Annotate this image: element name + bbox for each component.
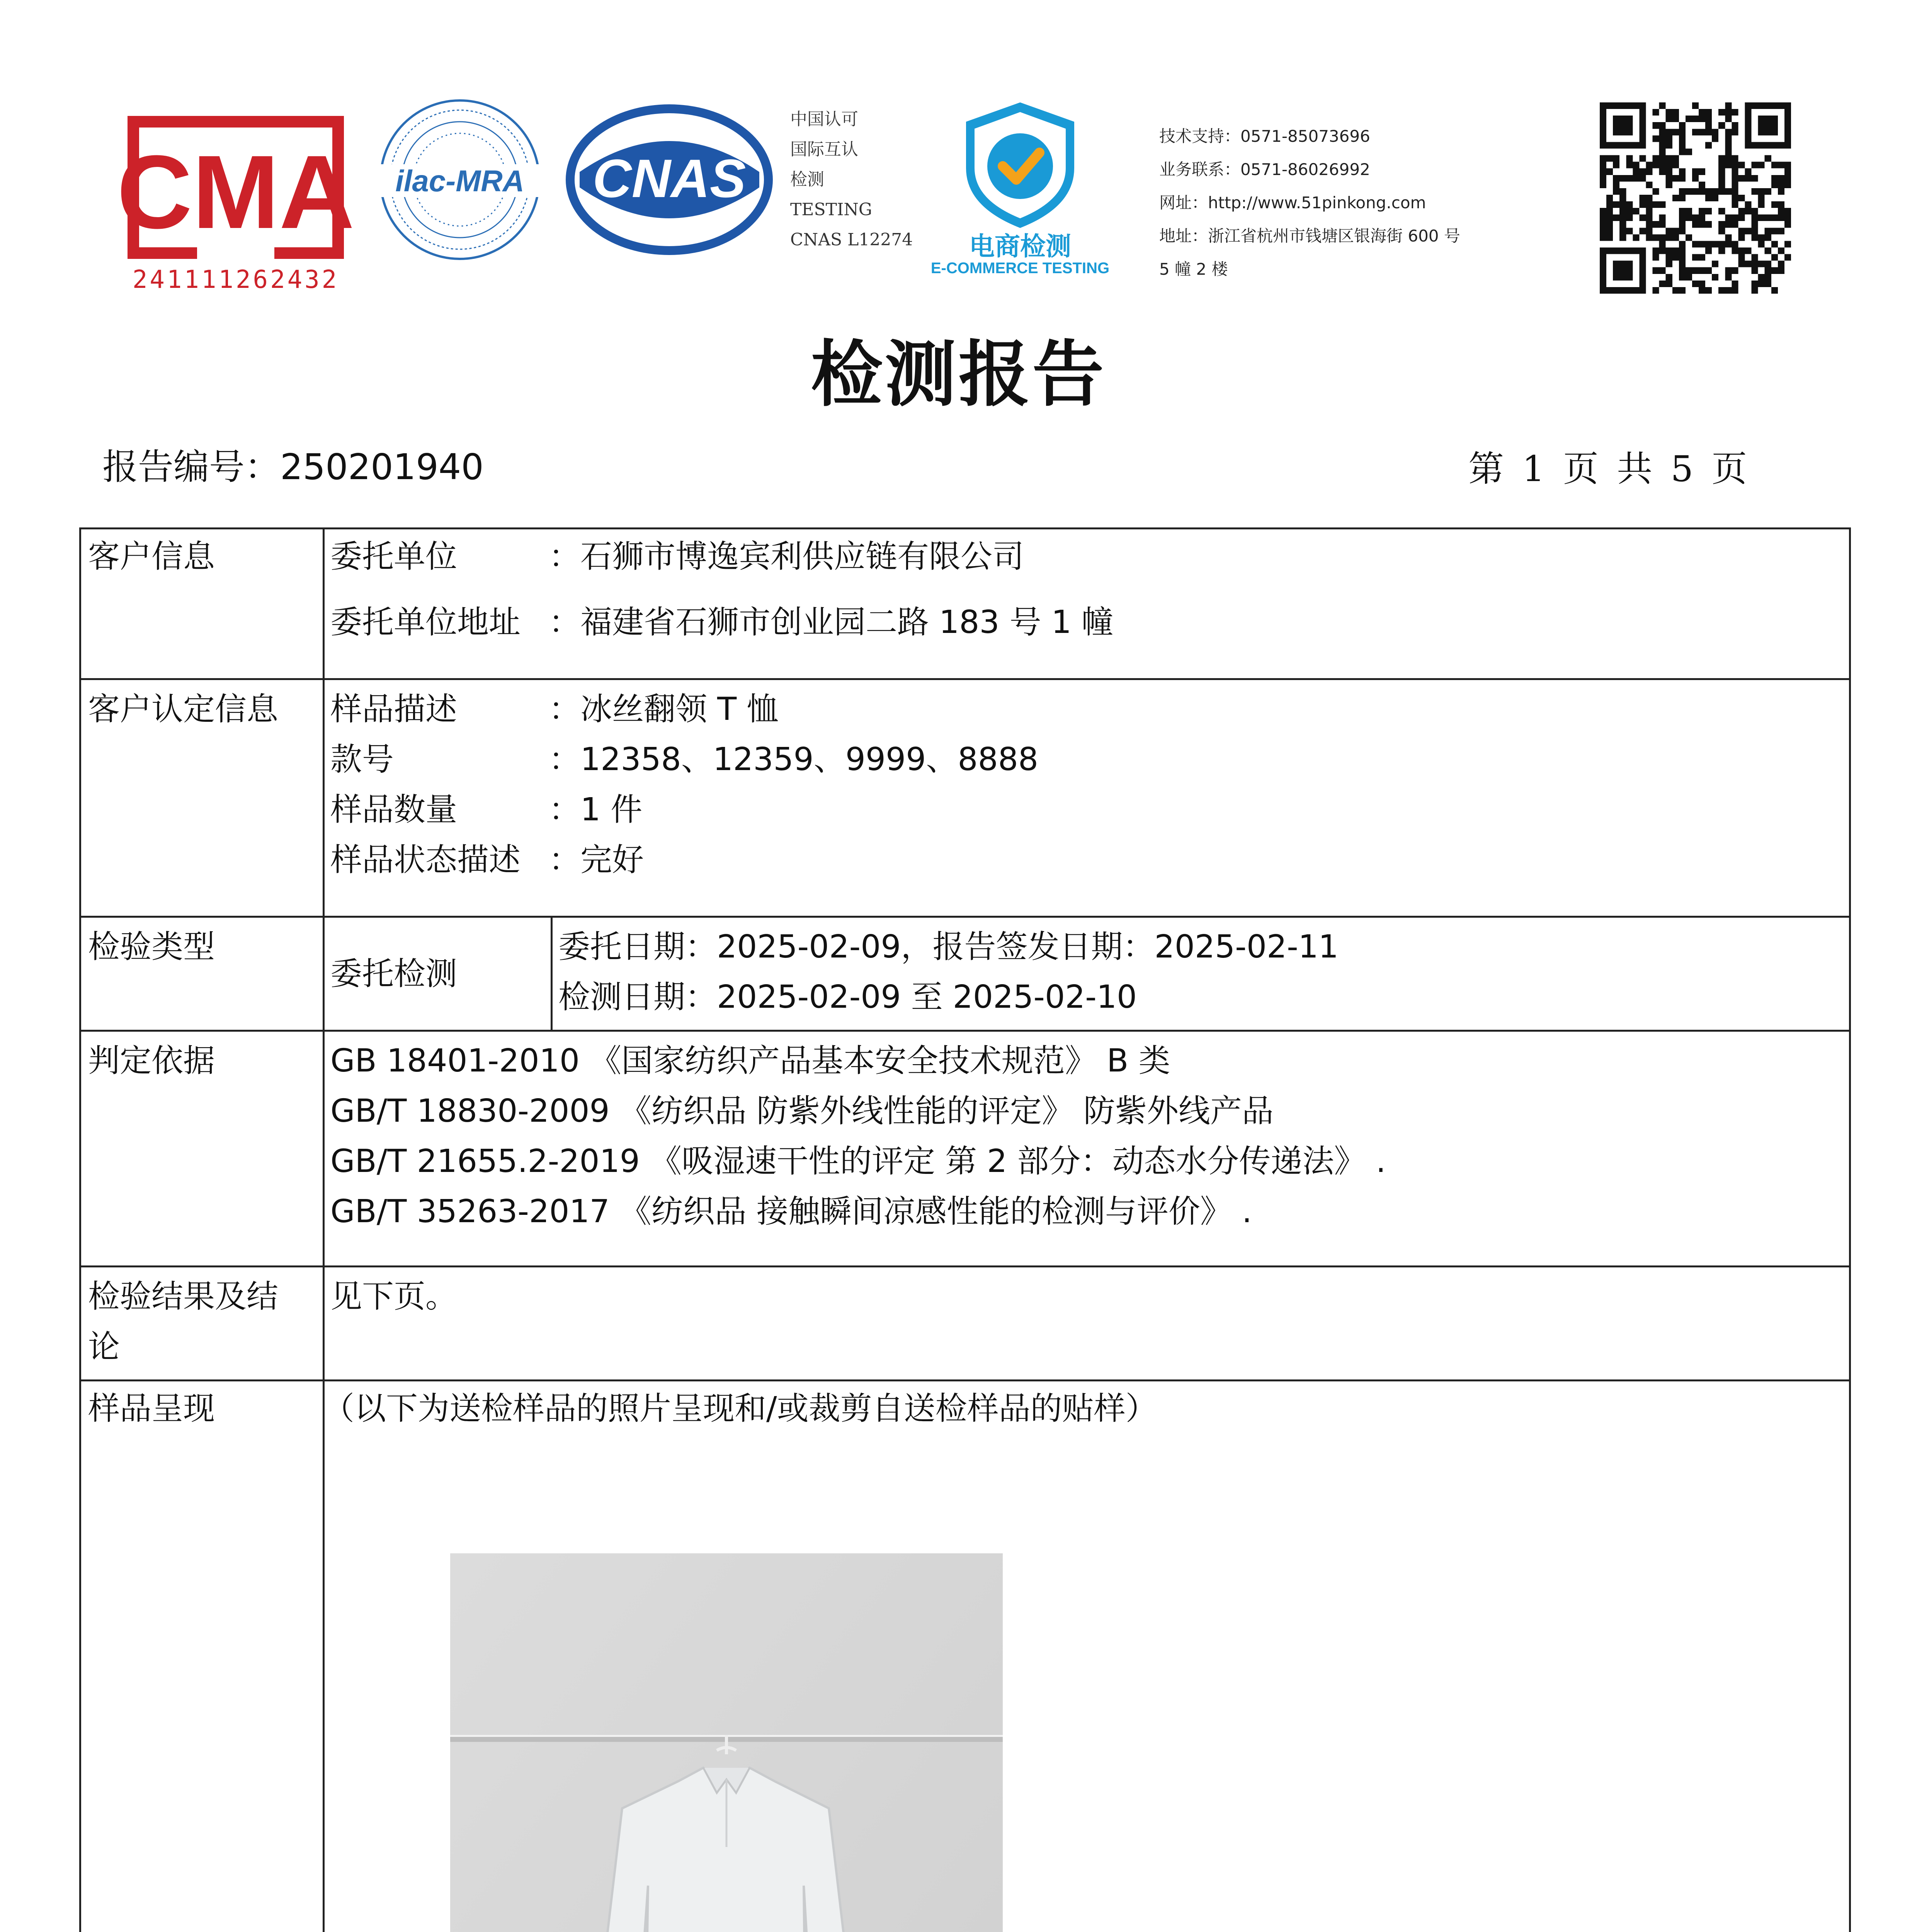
client-value: ：石狮市博逸宾利供应链有限公司 bbox=[549, 538, 1024, 575]
report-number: 报告编号：250201940 bbox=[102, 446, 484, 488]
sample-state-value: ：完好 bbox=[549, 842, 644, 878]
cnas-logo bbox=[564, 102, 775, 257]
table-border bbox=[79, 527, 81, 1932]
commission-issue-dates: 委托日期：2025-02-09，报告签发日期：2025-02-11 bbox=[558, 929, 1339, 965]
ilac-logo-text: ilac-MRA bbox=[395, 164, 524, 198]
result-label: 检验结果及结 bbox=[88, 1278, 279, 1315]
result-value: 见下页。 bbox=[330, 1278, 458, 1315]
sample-presentation-note: （以下为送检样品的照片呈现和/或裁剪自送检样品的贴样） bbox=[323, 1390, 1157, 1427]
ilac-mra-logo bbox=[377, 97, 543, 263]
client-address-value: ：福建省石狮市创业园二路 183 号 1 幢 bbox=[549, 604, 1113, 641]
website: 网址：http://www.51pinkong.com bbox=[1159, 193, 1426, 212]
table-border bbox=[79, 527, 1851, 529]
document-title: 检测报告 bbox=[811, 332, 1106, 416]
cma-number: 241111262432 bbox=[132, 265, 339, 294]
cnas-accreditation-text bbox=[790, 104, 933, 255]
sample-qty-value: ：1 件 bbox=[549, 791, 643, 828]
qr-code-icon bbox=[1600, 102, 1791, 294]
ecommerce-logo-cn: 电商检测 bbox=[969, 231, 1071, 261]
address-line-2: 5 幢 2 楼 bbox=[1159, 260, 1228, 279]
sample-state-key: 样品状态描述 bbox=[330, 842, 521, 878]
sample-desc-value: ：冰丝翻领 T 恤 bbox=[549, 691, 779, 728]
standard-line: GB/T 21655.2-2019 《吸湿速干性的评定 第 2 部分：动态水分传递法》 . bbox=[330, 1143, 1386, 1180]
inspection-type-value: 委托检测 bbox=[330, 956, 458, 992]
cnas-text-line: 中国认可 bbox=[790, 109, 858, 129]
sample-presentation-label: 样品呈现 bbox=[88, 1390, 215, 1427]
table-border bbox=[1849, 527, 1851, 1932]
contact-info bbox=[1159, 120, 1584, 286]
style-no-key: 款号 bbox=[330, 741, 394, 778]
tech-support-phone: 技术支持：0571-85073696 bbox=[1159, 127, 1370, 146]
cnas-text-line: CNAS L12274 bbox=[790, 230, 913, 250]
table-divider bbox=[79, 1379, 1851, 1381]
basis-label: 判定依据 bbox=[88, 1043, 215, 1079]
page-indicator: 第 1 页 共 5 页 bbox=[1468, 448, 1747, 490]
cnas-logo-text: CNAS bbox=[592, 148, 746, 209]
table-divider bbox=[323, 527, 325, 1932]
standard-line: GB/T 18830-2009 《纺织品 防紫外线性能的评定》 防紫外线产品 bbox=[330, 1093, 1274, 1129]
standard-line: GB 18401-2010 《国家纺织产品基本安全技术规范》 B 类 bbox=[330, 1043, 1170, 1079]
table-divider bbox=[79, 1265, 1851, 1267]
client-address-key: 委托单位地址 bbox=[330, 604, 521, 641]
customer-info-label: 客户信息 bbox=[88, 538, 215, 575]
cnas-text-line: 检测 bbox=[790, 170, 824, 189]
cma-logo-text: CMA bbox=[117, 134, 355, 250]
cnas-text-line: 国际互认 bbox=[790, 139, 858, 159]
sample-qty-key: 样品数量 bbox=[330, 791, 458, 828]
sample-desc-key: 样品描述 bbox=[330, 691, 458, 728]
business-phone: 业务联系：0571-86026992 bbox=[1159, 160, 1370, 179]
inspection-type-label: 检验类型 bbox=[88, 929, 215, 965]
ecommerce-logo-en: E-COMMERCE TESTING bbox=[930, 260, 1110, 276]
table-divider bbox=[79, 916, 1851, 918]
address: 地址：浙江省杭州市钱塘区银海街 600 号 bbox=[1159, 226, 1460, 245]
style-no-value: ：12358、12359、9999、8888 bbox=[549, 741, 1039, 778]
customer-confirmed-label: 客户认定信息 bbox=[88, 691, 279, 728]
standard-line: GB/T 35263-2017 《纺织品 接触瞬间凉感性能的检测与评价》 . bbox=[330, 1193, 1252, 1230]
result-label-line-2: 论 bbox=[88, 1328, 120, 1365]
cma-logo bbox=[112, 104, 359, 298]
table-divider bbox=[79, 678, 1851, 680]
sample-photo bbox=[450, 1553, 1003, 1932]
ecommerce-testing-logo bbox=[924, 95, 1117, 276]
test-dates: 检测日期：2025-02-09 至 2025-02-10 bbox=[558, 979, 1137, 1015]
cnas-text-line: TESTING bbox=[790, 200, 872, 219]
table-divider bbox=[79, 1030, 1851, 1032]
client-key: 委托单位 bbox=[330, 538, 458, 575]
table-divider bbox=[551, 916, 553, 1032]
